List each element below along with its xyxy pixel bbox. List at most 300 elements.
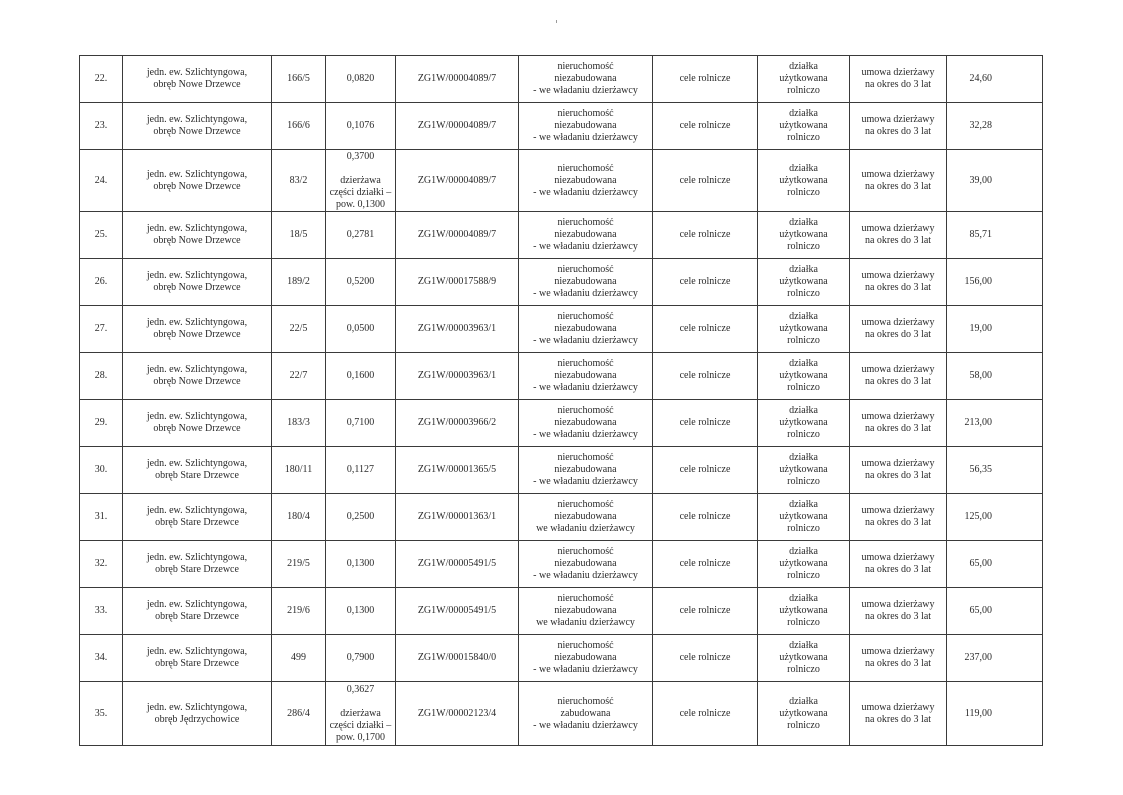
- land-register-number: ZG1W/00015840/0: [417, 652, 497, 663]
- lease-purpose: cele rolnicze: [679, 417, 731, 428]
- contract-type-line: na okres do 3 lat: [864, 180, 932, 192]
- lease-purpose: cele rolnicze: [679, 174, 731, 186]
- land-register-number: ZG1W/00001365/5: [417, 464, 497, 475]
- land-use-line: działka: [789, 61, 818, 72]
- lease-purpose: cele rolnicze: [679, 73, 731, 84]
- lease-purpose: cele rolnicze: [679, 605, 731, 616]
- property-status-line: nieruchomość: [557, 499, 614, 510]
- land-register-cell: [396, 541, 519, 588]
- rent-amount: 125,00: [964, 511, 992, 522]
- partial-lease-note: części działki –: [329, 186, 392, 198]
- cadastral-unit: jedn. ew. Szlichtyngowa,: [146, 701, 248, 713]
- lease-purpose-cell: [653, 150, 758, 212]
- land-register-number: ZG1W/00001363/1: [417, 511, 497, 522]
- property-status-line: niezabudowana: [554, 73, 617, 84]
- row-number: 26.: [94, 276, 108, 287]
- rent-amount-cell: [947, 494, 1043, 541]
- land-use-line: użytkowana: [779, 605, 828, 616]
- land-use-cell: [758, 635, 850, 682]
- property-status-cell: [519, 56, 653, 103]
- parcel-area-cell: [326, 447, 396, 494]
- lease-purpose-cell: [653, 635, 758, 682]
- row-number-cell: [80, 541, 123, 588]
- row-number-cell: [80, 635, 123, 682]
- table-row: [80, 212, 1043, 259]
- property-status-line: - we władaniu dzierżawcy: [533, 335, 638, 346]
- parcel-area-cell: [326, 588, 396, 635]
- cadastral-unit-cell: [123, 635, 272, 682]
- table-row: [80, 400, 1043, 447]
- parcel-area-cell: [326, 353, 396, 400]
- contract-type-line: na okres do 3 lat: [864, 658, 932, 669]
- property-status-line: - we władaniu dzierżawcy: [533, 719, 638, 731]
- rent-amount-cell: [947, 56, 1043, 103]
- rent-amount-cell: [947, 447, 1043, 494]
- property-status-line: nieruchomość: [557, 640, 614, 651]
- spacer: [329, 163, 392, 175]
- lease-purpose-cell: [653, 541, 758, 588]
- lease-purpose-cell: [653, 494, 758, 541]
- land-use-cell: [758, 682, 850, 746]
- rent-amount-cell: [947, 103, 1043, 150]
- row-number-cell: [80, 150, 123, 212]
- cadastral-unit-cell: [123, 212, 272, 259]
- land-use-line: użytkowana: [779, 464, 828, 475]
- property-status-line: - we władaniu dzierżawcy: [533, 664, 638, 675]
- contract-type-line: umowa dzierżawy: [861, 411, 935, 422]
- cadastral-unit: jedn. ew. Szlichtyngowa,: [146, 458, 248, 469]
- lease-purpose-cell: [653, 259, 758, 306]
- parcel-area-cell: [326, 150, 396, 212]
- land-use-line: użytkowana: [779, 370, 828, 381]
- cadastral-unit-cell: [123, 306, 272, 353]
- land-register-cell: [396, 259, 519, 306]
- parcel-number: 499: [291, 652, 306, 663]
- land-use-line: działka: [789, 695, 818, 707]
- land-use-line: rolniczo: [787, 570, 820, 581]
- parcel-number-cell: [272, 212, 326, 259]
- land-use-line: rolniczo: [787, 719, 820, 731]
- property-status-line: - we władaniu dzierżawcy: [533, 288, 638, 299]
- parcel-area: 0,1300: [346, 605, 375, 616]
- property-status-cell: [519, 103, 653, 150]
- parcel-area-cell: [326, 56, 396, 103]
- parcel-area: 0,5200: [346, 276, 375, 287]
- rent-amount: 237,00: [964, 652, 992, 663]
- parcel-area-cell: [326, 635, 396, 682]
- lease-purpose: cele rolnicze: [679, 370, 731, 381]
- contract-type-line: na okres do 3 lat: [864, 713, 932, 725]
- row-number-cell: [80, 447, 123, 494]
- lease-purpose-cell: [653, 682, 758, 746]
- row-number: 25.: [94, 229, 108, 240]
- row-number: 30.: [94, 464, 108, 475]
- parcel-number-cell: [272, 306, 326, 353]
- parcel-area-cell: [326, 541, 396, 588]
- parcel-area: 0,1600: [346, 370, 375, 381]
- parcel-number-cell: [272, 635, 326, 682]
- lease-purpose: cele rolnicze: [679, 558, 731, 569]
- property-status-line: we władaniu dzierżawcy: [536, 617, 635, 628]
- property-status-cell: [519, 682, 653, 746]
- contract-type-line: na okres do 3 lat: [864, 611, 932, 622]
- parcel-number: 189/2: [287, 276, 310, 287]
- property-status-line: niezabudowana: [554, 120, 617, 131]
- cadastral-unit: jedn. ew. Szlichtyngowa,: [146, 646, 248, 657]
- lease-purpose: cele rolnicze: [679, 323, 731, 334]
- lease-purpose-cell: [653, 400, 758, 447]
- land-register-number: ZG1W/00004089/7: [417, 174, 497, 186]
- cadastral-unit: jedn. ew. Szlichtyngowa,: [146, 168, 248, 180]
- lease-register-table: [79, 55, 1043, 746]
- land-use-line: rolniczo: [787, 85, 820, 96]
- lease-purpose: cele rolnicze: [679, 511, 731, 522]
- property-status-line: niezabudowana: [554, 558, 617, 569]
- rent-amount-cell: [947, 682, 1043, 746]
- cadastral-precinct: obręb Nowe Drzewce: [153, 126, 241, 137]
- parcel-number-cell: [272, 259, 326, 306]
- contract-type-line: na okres do 3 lat: [864, 517, 932, 528]
- contract-type-line: umowa dzierżawy: [861, 599, 935, 610]
- row-number-cell: [80, 353, 123, 400]
- property-status-line: - we władaniu dzierżawcy: [533, 186, 638, 198]
- property-status-line: nieruchomość: [557, 452, 614, 463]
- cadastral-precinct: obręb Stare Drzewce: [155, 564, 239, 575]
- row-number: 29.: [94, 417, 108, 428]
- land-use-line: rolniczo: [787, 186, 820, 198]
- rent-amount-cell: [947, 150, 1043, 212]
- parcel-number: 18/5: [289, 229, 308, 240]
- cadastral-unit-cell: [123, 150, 272, 212]
- lease-purpose: cele rolnicze: [679, 229, 731, 240]
- parcel-number: 166/6: [287, 120, 310, 131]
- parcel-number-cell: [272, 400, 326, 447]
- rent-amount: 39,00: [969, 174, 992, 186]
- spacer: [329, 696, 392, 708]
- contract-type-line: umowa dzierżawy: [861, 458, 935, 469]
- cadastral-unit-cell: [123, 682, 272, 746]
- contract-type-cell: [850, 588, 947, 635]
- lease-purpose: cele rolnicze: [679, 464, 731, 475]
- land-use-line: działka: [789, 452, 818, 463]
- property-status-line: zabudowana: [560, 707, 611, 719]
- land-use-cell: [758, 447, 850, 494]
- parcel-number-cell: [272, 494, 326, 541]
- property-status-line: nieruchomość: [557, 546, 614, 557]
- table-row: [80, 635, 1043, 682]
- parcel-area-cell: [326, 103, 396, 150]
- lease-purpose-cell: [653, 56, 758, 103]
- property-status-line: - we władaniu dzierżawcy: [533, 476, 638, 487]
- lease-purpose: cele rolnicze: [679, 276, 731, 287]
- parcel-number: 166/5: [287, 73, 310, 84]
- cadastral-unit-cell: [123, 56, 272, 103]
- row-number-cell: [80, 103, 123, 150]
- parcel-number-cell: [272, 447, 326, 494]
- contract-type-line: umowa dzierżawy: [861, 505, 935, 516]
- table-row: [80, 306, 1043, 353]
- parcel-area-cell: [326, 494, 396, 541]
- cadastral-unit: jedn. ew. Szlichtyngowa,: [146, 599, 248, 610]
- table-row: [80, 447, 1043, 494]
- contract-type-line: na okres do 3 lat: [864, 329, 932, 340]
- contract-type-line: na okres do 3 lat: [864, 282, 932, 293]
- table-row: [80, 541, 1043, 588]
- land-use-line: rolniczo: [787, 429, 820, 440]
- parcel-area: 0,1076: [346, 120, 375, 131]
- land-register-number: ZG1W/00004089/7: [417, 229, 497, 240]
- land-use-line: działka: [789, 358, 818, 369]
- lease-purpose-cell: [653, 353, 758, 400]
- property-status-line: nieruchomość: [557, 311, 614, 322]
- rent-amount: 65,00: [969, 558, 992, 569]
- rent-amount: 32,28: [969, 120, 992, 131]
- table-row: [80, 494, 1043, 541]
- page-edge-mark: [556, 20, 557, 23]
- land-register-cell: [396, 588, 519, 635]
- lease-purpose-cell: [653, 103, 758, 150]
- contract-type-line: umowa dzierżawy: [861, 223, 935, 234]
- contract-type-cell: [850, 635, 947, 682]
- property-status-line: niezabudowana: [554, 370, 617, 381]
- contract-type-line: na okres do 3 lat: [864, 376, 932, 387]
- row-number-cell: [80, 306, 123, 353]
- land-register-cell: [396, 353, 519, 400]
- cadastral-precinct: obręb Nowe Drzewce: [153, 329, 241, 340]
- parcel-area: 0,2500: [346, 511, 375, 522]
- parcel-number-cell: [272, 682, 326, 746]
- row-number: 28.: [94, 370, 108, 381]
- lease-purpose: cele rolnicze: [679, 707, 731, 719]
- land-use-line: działka: [789, 405, 818, 416]
- contract-type-line: umowa dzierżawy: [861, 270, 935, 281]
- land-use-cell: [758, 150, 850, 212]
- parcel-number-cell: [272, 541, 326, 588]
- rent-amount-cell: [947, 635, 1043, 682]
- rent-amount-cell: [947, 588, 1043, 635]
- property-status-cell: [519, 588, 653, 635]
- property-status-line: - we władaniu dzierżawcy: [533, 382, 638, 393]
- cadastral-unit: jedn. ew. Szlichtyngowa,: [146, 552, 248, 563]
- parcel-number: 286/4: [287, 707, 310, 719]
- property-status-line: nieruchomość: [557, 162, 614, 174]
- property-status-line: nieruchomość: [557, 593, 614, 604]
- contract-type-cell: [850, 541, 947, 588]
- land-use-line: działka: [789, 311, 818, 322]
- cadastral-precinct: obręb Nowe Drzewce: [153, 235, 241, 246]
- lease-purpose-cell: [653, 306, 758, 353]
- table-row: [80, 103, 1043, 150]
- partial-lease-note: dzierżawa: [340, 174, 381, 186]
- land-use-cell: [758, 588, 850, 635]
- property-status-line: - we władaniu dzierżawcy: [533, 85, 638, 96]
- parcel-number-cell: [272, 103, 326, 150]
- rent-amount: 119,00: [964, 707, 992, 719]
- row-number-cell: [80, 56, 123, 103]
- land-use-line: działka: [789, 640, 818, 651]
- parcel-area-cell: [326, 212, 396, 259]
- contract-type-cell: [850, 259, 947, 306]
- property-status-line: niezabudowana: [554, 652, 617, 663]
- land-use-cell: [758, 494, 850, 541]
- land-use-line: rolniczo: [787, 335, 820, 346]
- row-number: 23.: [94, 120, 108, 131]
- cadastral-unit: jedn. ew. Szlichtyngowa,: [146, 114, 248, 125]
- land-use-line: użytkowana: [779, 174, 828, 186]
- row-number: 27.: [94, 323, 108, 334]
- parcel-area-cell: [326, 400, 396, 447]
- lease-purpose-cell: [653, 588, 758, 635]
- lease-purpose: cele rolnicze: [679, 652, 731, 663]
- property-status-cell: [519, 150, 653, 212]
- parcel-number: 180/11: [284, 464, 313, 475]
- land-use-cell: [758, 212, 850, 259]
- parcel-area: 0,0500: [346, 323, 375, 334]
- land-use-line: użytkowana: [779, 558, 828, 569]
- property-status-line: niezabudowana: [554, 276, 617, 287]
- row-number: 32.: [94, 558, 108, 569]
- property-status-cell: [519, 259, 653, 306]
- property-status-line: - we władaniu dzierżawcy: [533, 570, 638, 581]
- land-register-cell: [396, 447, 519, 494]
- property-status-line: niezabudowana: [554, 417, 617, 428]
- land-use-line: użytkowana: [779, 511, 828, 522]
- land-use-line: działka: [789, 546, 818, 557]
- land-register-number: ZG1W/00003963/1: [417, 370, 497, 381]
- parcel-area: 0,1127: [346, 464, 375, 475]
- row-number-cell: [80, 588, 123, 635]
- contract-type-cell: [850, 682, 947, 746]
- property-status-cell: [519, 494, 653, 541]
- land-use-line: działka: [789, 162, 818, 174]
- parcel-number: 83/2: [289, 174, 308, 186]
- cadastral-unit: jedn. ew. Szlichtyngowa,: [146, 67, 248, 78]
- parcel-area: 0,0820: [346, 73, 375, 84]
- land-use-line: użytkowana: [779, 73, 828, 84]
- table-row: [80, 259, 1043, 306]
- contract-type-cell: [850, 103, 947, 150]
- land-register-cell: [396, 635, 519, 682]
- rent-amount-cell: [947, 212, 1043, 259]
- contract-type-line: umowa dzierżawy: [861, 646, 935, 657]
- cadastral-unit-cell: [123, 400, 272, 447]
- cadastral-unit: jedn. ew. Szlichtyngowa,: [146, 411, 248, 422]
- parcel-number: 180/4: [287, 511, 310, 522]
- parcel-number-cell: [272, 353, 326, 400]
- partial-lease-note: części działki –: [329, 719, 392, 731]
- lease-purpose-cell: [653, 447, 758, 494]
- land-register-cell: [396, 212, 519, 259]
- table-row: [80, 682, 1043, 746]
- parcel-number: 183/3: [287, 417, 310, 428]
- property-status-line: niezabudowana: [554, 323, 617, 334]
- contract-type-line: na okres do 3 lat: [864, 235, 932, 246]
- land-use-cell: [758, 259, 850, 306]
- land-use-line: działka: [789, 217, 818, 228]
- cadastral-precinct: obręb Nowe Drzewce: [153, 423, 241, 434]
- property-status-line: niezabudowana: [554, 511, 617, 522]
- cadastral-unit: jedn. ew. Szlichtyngowa,: [146, 270, 248, 281]
- cadastral-unit-cell: [123, 588, 272, 635]
- cadastral-unit: jedn. ew. Szlichtyngowa,: [146, 317, 248, 328]
- land-use-line: rolniczo: [787, 241, 820, 252]
- lease-purpose: cele rolnicze: [679, 120, 731, 131]
- contract-type-cell: [850, 306, 947, 353]
- contract-type-cell: [850, 353, 947, 400]
- rent-amount: 58,00: [969, 370, 992, 381]
- partial-lease-note: dzierżawa: [340, 707, 381, 719]
- land-use-cell: [758, 103, 850, 150]
- parcel-area: 0,1300: [346, 558, 375, 569]
- partial-lease-note: pow. 0,1300: [335, 198, 386, 210]
- property-status-line: niezabudowana: [554, 229, 617, 240]
- row-number: 34.: [94, 652, 108, 663]
- property-status-line: nieruchomość: [557, 108, 614, 119]
- land-use-line: rolniczo: [787, 617, 820, 628]
- cadastral-unit-cell: [123, 541, 272, 588]
- contract-type-line: umowa dzierżawy: [861, 701, 935, 713]
- cadastral-precinct: obręb Stare Drzewce: [155, 470, 239, 481]
- property-status-line: we władaniu dzierżawcy: [536, 523, 635, 534]
- property-status-line: - we władaniu dzierżawcy: [533, 132, 638, 143]
- parcel-area-cell: [326, 306, 396, 353]
- land-register-number: ZG1W/00017588/9: [417, 276, 497, 287]
- land-register-cell: [396, 150, 519, 212]
- table-row: [80, 588, 1043, 635]
- contract-type-cell: [850, 447, 947, 494]
- land-use-line: rolniczo: [787, 288, 820, 299]
- row-number: 31.: [94, 511, 108, 522]
- parcel-number: 219/6: [287, 605, 310, 616]
- land-register-number: ZG1W/00005491/5: [417, 605, 497, 616]
- table-body: [80, 56, 1043, 746]
- contract-type-cell: [850, 150, 947, 212]
- contract-type-cell: [850, 400, 947, 447]
- cadastral-unit: jedn. ew. Szlichtyngowa,: [146, 223, 248, 234]
- contract-type-line: na okres do 3 lat: [864, 79, 932, 90]
- lease-purpose-cell: [653, 212, 758, 259]
- land-use-cell: [758, 541, 850, 588]
- land-register-cell: [396, 494, 519, 541]
- parcel-area-cell: [326, 259, 396, 306]
- contract-type-line: umowa dzierżawy: [861, 114, 935, 125]
- parcel-area: 0,3700: [346, 150, 375, 162]
- parcel-area-cell: [326, 682, 396, 746]
- land-use-line: użytkowana: [779, 120, 828, 131]
- land-register-number: ZG1W/00003966/2: [417, 417, 497, 428]
- parcel-area: 0,7100: [346, 417, 375, 428]
- property-status-cell: [519, 635, 653, 682]
- land-use-line: rolniczo: [787, 132, 820, 143]
- cadastral-unit-cell: [123, 353, 272, 400]
- cadastral-precinct: obręb Stare Drzewce: [155, 658, 239, 669]
- cadastral-unit-cell: [123, 447, 272, 494]
- row-number: 33.: [94, 605, 108, 616]
- contract-type-line: na okres do 3 lat: [864, 564, 932, 575]
- land-use-line: działka: [789, 108, 818, 119]
- rent-amount-cell: [947, 353, 1043, 400]
- contract-type-line: umowa dzierżawy: [861, 364, 935, 375]
- rent-amount-cell: [947, 541, 1043, 588]
- contract-type-line: na okres do 3 lat: [864, 470, 932, 481]
- property-status-line: nieruchomość: [557, 405, 614, 416]
- rent-amount-cell: [947, 259, 1043, 306]
- land-use-line: działka: [789, 499, 818, 510]
- land-register-cell: [396, 400, 519, 447]
- contract-type-line: na okres do 3 lat: [864, 423, 932, 434]
- contract-type-line: na okres do 3 lat: [864, 126, 932, 137]
- rent-amount-cell: [947, 400, 1043, 447]
